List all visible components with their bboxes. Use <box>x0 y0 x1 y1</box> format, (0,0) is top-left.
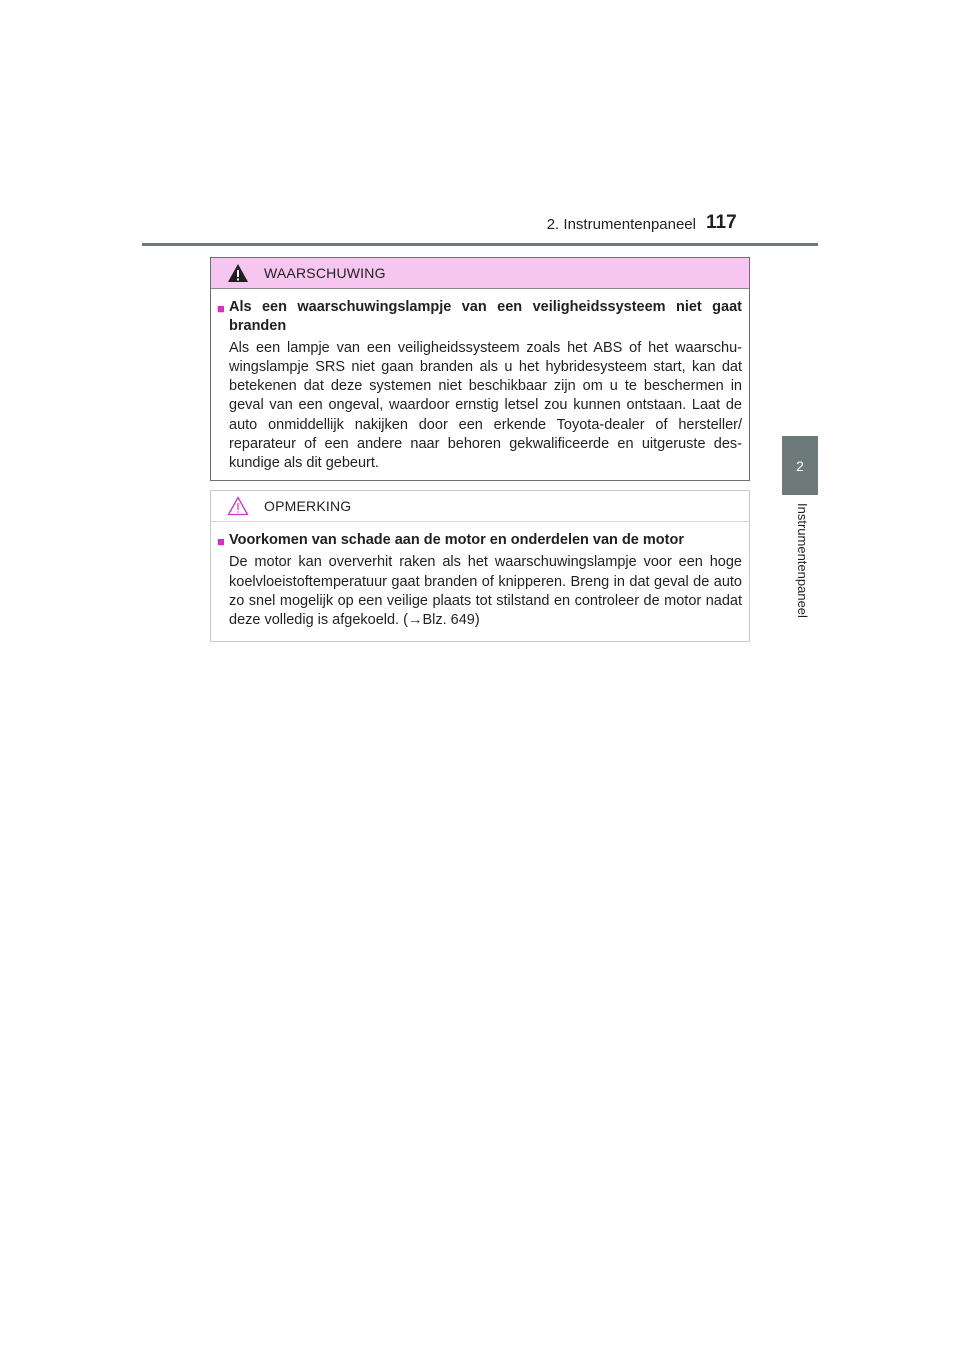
note-box <box>210 490 750 642</box>
note-body <box>211 522 749 630</box>
caution-triangle-icon <box>227 496 249 516</box>
note-heading: OPMERKING <box>264 498 352 514</box>
warning-heading: WAARSCHUWING <box>264 265 386 281</box>
bullet-square-icon: ■ <box>217 534 225 549</box>
bullet-square-icon: ■ <box>217 301 225 316</box>
note-item-title <box>217 531 742 551</box>
header-rule <box>142 243 818 246</box>
warning-header <box>211 258 749 289</box>
warning-triangle-icon <box>227 263 249 283</box>
warning-item-title-text: Als een waarschuwingslampje van een veiligheidssysteem niet gaat branden <box>229 299 742 335</box>
chapter-tab <box>782 436 818 495</box>
warning-item-title <box>217 298 742 337</box>
chapter-label: Instrumentenpaneel <box>795 503 810 618</box>
warning-box <box>210 257 750 481</box>
section-title: 2. Instrumentenpaneel <box>546 216 696 233</box>
warning-item-text: Als een lampje van een veiligheidssysteem zoals het ABS of het waarschu-wingslampje SRS niet gaan branden als u het hybridesysteem start, kan dat betekenen dat deze systemen niet beschikbaar zijn om u te beschermen in geval van een ongeval, waardoor ernstig letsel zou kunnen ontstaan. Laat de auto onmiddellijk nakijken door een erkende Toyota-dealer of hersteller/ reparateur of een andere naar behoren gekwalificeerde en uitgeruste des-kundige als dit gebeurt. <box>229 339 742 472</box>
note-item-title-text: Voorkomen van schade aan de motor en onderdelen van de motor <box>229 532 684 548</box>
warning-body <box>211 289 749 474</box>
note-header <box>211 491 749 522</box>
page-number: 117 <box>706 212 737 233</box>
note-item-text: De motor kan oververhit raken als het waarschuwingslampje voor een hoge koelvloeistoftemperatuur gaat branden of knipperen. Breng in dat geval de auto zo snel mogelijk op een veilige plaats tot stilstand en controleer de motor nadat deze volledig is afgekoeld. (→Blz. 649) <box>229 554 742 629</box>
chapter-number: 2 <box>796 457 804 474</box>
